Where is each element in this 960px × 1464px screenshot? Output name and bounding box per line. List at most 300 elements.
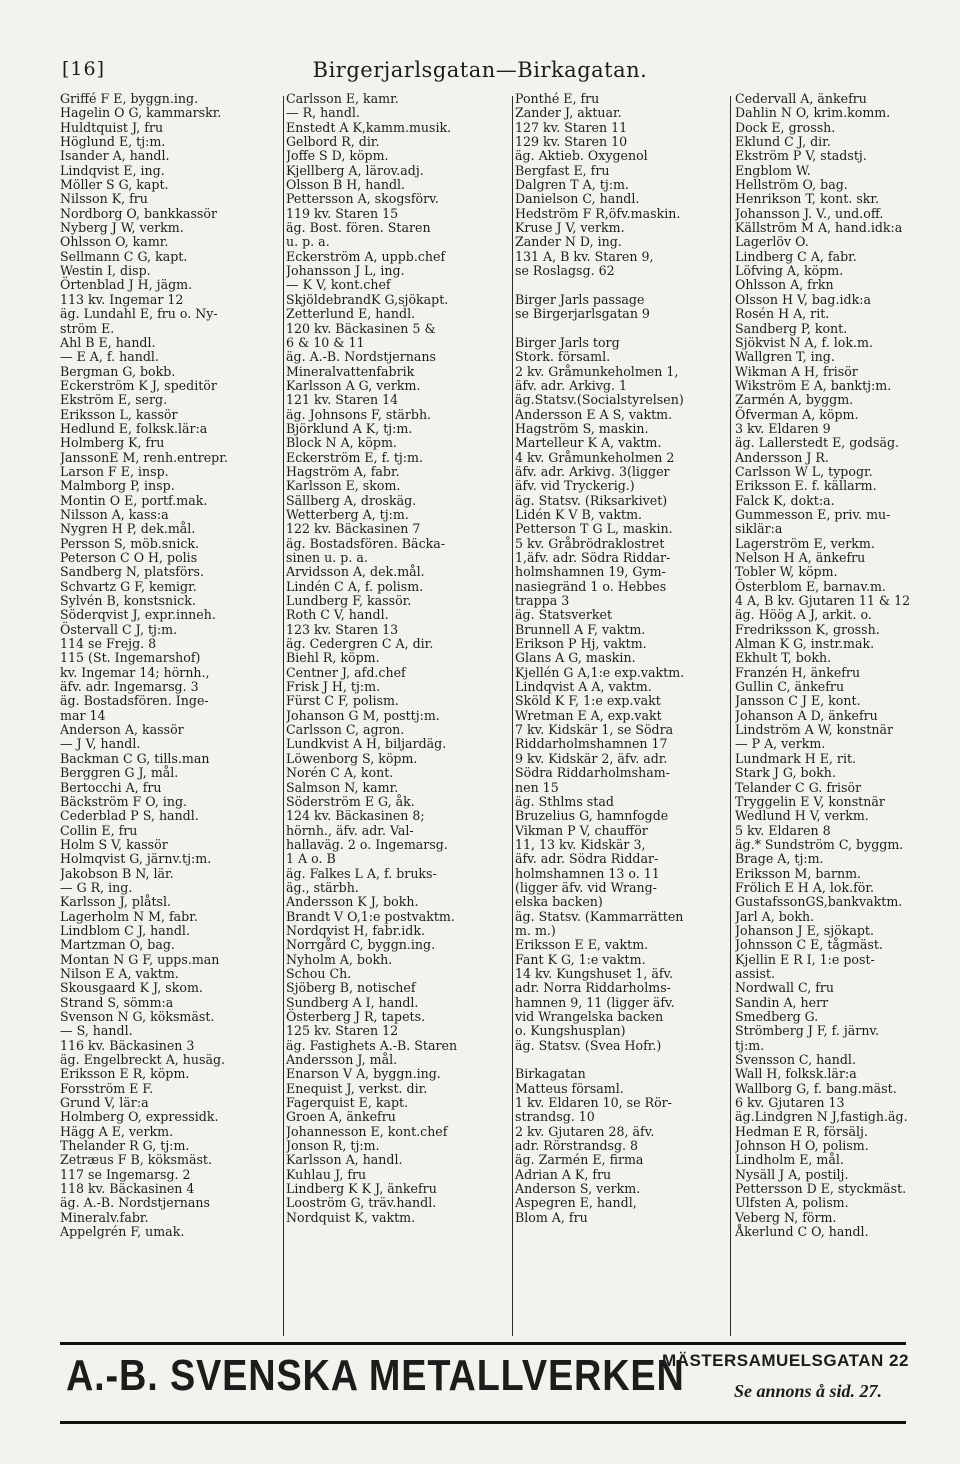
directory-entry: Dalgren T A, tj:m. bbox=[515, 177, 629, 193]
directory-entry: Gelbord R, dir. bbox=[286, 134, 380, 150]
directory-entry: Sandberg P, kont. bbox=[735, 320, 848, 336]
directory-entry: Holmqvist G, järnv.tj:m. bbox=[60, 851, 212, 867]
directory-entry: äg. Cedergren C A, dir. bbox=[286, 636, 434, 652]
directory-entry: Sandin A, herr bbox=[735, 994, 829, 1010]
directory-entry: Andersson J R. bbox=[735, 449, 829, 465]
directory-entry: Stark J G, bokh. bbox=[735, 765, 836, 781]
directory-entry: Jarl A, bokh. bbox=[735, 908, 815, 924]
directory-entry: 117 se Ingemarsg. 2 bbox=[60, 1166, 191, 1182]
directory-entry: hamnen 9, 11 (ligger äfv. bbox=[515, 994, 675, 1010]
advertisement-banner bbox=[60, 1342, 909, 1424]
directory-entry: 123 kv. Staren 13 bbox=[286, 621, 399, 637]
directory-entry: Backman C G, tills.man bbox=[60, 750, 210, 766]
directory-entry: Matteus församl. bbox=[515, 1080, 624, 1096]
directory-entry: 124 kv. Bäckasinen 8; bbox=[286, 808, 425, 824]
directory-entry: 120 kv. Bäckasinen 5 & bbox=[286, 320, 436, 336]
directory-entry: Salmson N, kamr. bbox=[286, 779, 399, 795]
directory-entry: Tryggelin E V, konstnär bbox=[735, 793, 885, 809]
directory-entry: elska backen) bbox=[515, 894, 603, 910]
directory-entry: Anderson A, kassör bbox=[60, 722, 184, 738]
directory-entry: Dahlin N O, krim.komm. bbox=[735, 105, 891, 121]
directory-entry: Hagström A, fabr. bbox=[286, 463, 400, 479]
directory-entry: Rosén H A, rit. bbox=[735, 306, 830, 322]
directory-entry: Sundberg A I, handl. bbox=[286, 994, 419, 1010]
directory-entry: Nilsson K, fru bbox=[60, 191, 148, 207]
column-3 bbox=[515, 92, 727, 1225]
directory-entry: Svensson C, handl. bbox=[735, 1052, 856, 1068]
directory-entry: Brunnell A F, vaktm. bbox=[515, 621, 646, 637]
directory-entry: äg. Bostadsfören. Bäcka- bbox=[286, 535, 446, 551]
directory-entry: äg. Statsv. (Riksarkivet) bbox=[515, 492, 668, 508]
directory-entry: se Birgerjarlsgatan 9 bbox=[515, 306, 650, 322]
directory-entry: Arvidsson A, dek.mål. bbox=[286, 564, 425, 580]
directory-entry: Österberg J R, tapets. bbox=[286, 1009, 426, 1024]
directory-entry: 115 (St. Ingemarshof) bbox=[60, 650, 201, 666]
directory-entry: Smedberg G. bbox=[735, 1009, 819, 1024]
directory-entry: Isander A, handl. bbox=[60, 148, 170, 164]
directory-entry: Ekström P V, stadstj. bbox=[735, 148, 867, 164]
directory-entry: Nelson H A, änkefru bbox=[735, 550, 866, 565]
directory-entry: Aspegren E, handl, bbox=[515, 1195, 637, 1211]
directory-entry: Sellmann C G, kapt. bbox=[60, 248, 188, 264]
directory-entry: Sylvén B, konstsnick. bbox=[60, 593, 196, 609]
page-title: Birgerjarlsgatan—Birkagatan. bbox=[312, 58, 648, 82]
directory-entry: Engblom W. bbox=[735, 162, 811, 178]
directory-entry: Montan N G F, upps.man bbox=[60, 951, 220, 967]
directory-entry: se Roslagsg. 62 bbox=[515, 263, 615, 279]
directory-entry: Anderson S, verkm. bbox=[515, 1181, 641, 1197]
directory-entry: Svenson N G, köksmäst. bbox=[60, 1009, 215, 1024]
directory-entry: 114 se Frejg. 8 bbox=[60, 636, 157, 652]
directory-entry: Lindström A W, konstnär bbox=[735, 722, 893, 738]
directory-entry: Lindblom C J, handl. bbox=[60, 922, 190, 938]
directory-entry: Ohlsson A, frkn bbox=[735, 277, 834, 293]
directory-entry: Franzén H, änkefru bbox=[735, 664, 861, 680]
column-divider bbox=[730, 96, 731, 1336]
directory-entry: JanssonE M, renh.entrepr. bbox=[60, 449, 228, 465]
directory-entry: 1 A o. B bbox=[286, 851, 336, 867]
directory-entry bbox=[515, 1053, 727, 1067]
directory-entry: Berggren G J, mål. bbox=[60, 765, 179, 781]
directory-entry: Tobler W, köpm. bbox=[735, 564, 838, 580]
directory-entry: Birger Jarls torg bbox=[515, 334, 620, 350]
directory-entry: Henrikson T, kont. skr. bbox=[735, 191, 880, 207]
directory-entry: 129 kv. Staren 10 bbox=[515, 134, 628, 150]
directory-entry: strandsg. 10 bbox=[515, 1109, 595, 1125]
directory-entry: Alman K G, instr.mak. bbox=[735, 636, 875, 652]
column-2 bbox=[286, 92, 512, 1225]
directory-entry: Eklund C J, dir. bbox=[735, 134, 831, 150]
directory-entry: Veberg N, förm. bbox=[735, 1209, 837, 1225]
directory-entry: Nordqvist H, fabr.idk. bbox=[286, 922, 425, 938]
directory-entry: Bertocchi A, fru bbox=[60, 779, 162, 795]
directory-entry: äg. Lallerstedt E, godsäg. bbox=[735, 435, 900, 451]
directory-entry: Johansson J L, ing. bbox=[286, 263, 405, 279]
directory-entry: 127 kv. Staren 11 bbox=[515, 119, 628, 135]
directory-entry: Wikström E A, banktj:m. bbox=[735, 377, 892, 393]
directory-entry: Kjellin E R I, 1:e post- bbox=[735, 951, 875, 967]
directory-entry: Bruzelius G, hamnfogde bbox=[515, 808, 669, 824]
directory-entry: Hellström O, bag. bbox=[735, 177, 848, 193]
directory-entry: 1,äfv. adr. Södra Riddar- bbox=[515, 550, 671, 565]
directory-entry: Andersson E A S, vaktm. bbox=[515, 406, 673, 422]
directory-entry: Lagerström E, verkm. bbox=[735, 535, 875, 551]
directory-entry: äg. Engelbreckt A, husäg. bbox=[60, 1052, 226, 1068]
directory-entry: Nordquist K, vaktm. bbox=[286, 1209, 416, 1225]
directory-entry: Frisk J H, tj:m. bbox=[286, 679, 381, 695]
directory-entry: Johanson J E, sjökapt. bbox=[735, 922, 874, 938]
directory-entry: Kjellberg A, lärov.adj. bbox=[286, 162, 424, 178]
directory-entry: Enarson V A, byggn.ing. bbox=[286, 1066, 441, 1082]
directory-entry: 6 & 10 & 11 bbox=[286, 334, 365, 350]
column-4 bbox=[735, 92, 935, 1240]
directory-entry: Ekström E, serg. bbox=[60, 392, 168, 408]
directory-entry: Mineralvattenfabrik bbox=[286, 363, 415, 379]
directory-entry: äg.Lindgren N J,fastigh.äg. bbox=[735, 1109, 908, 1125]
directory-entry: Appelgrén F, umak. bbox=[60, 1224, 185, 1240]
directory-entry: Österblom E, barnav.m. bbox=[735, 578, 886, 594]
directory-entry: Petterson T G L, maskin. bbox=[515, 521, 673, 537]
directory-entry: äg. Sthlms stad bbox=[515, 793, 614, 809]
directory-entry: Joffe S D, köpm. bbox=[286, 148, 389, 164]
directory-entry: Johanson G M, posttj:m. bbox=[286, 707, 440, 723]
directory-entry: 1 kv. Eldaren 10, se Rör- bbox=[515, 1095, 672, 1111]
directory-entry: Larson F E, insp. bbox=[60, 463, 169, 479]
directory-entry: Ekhult T, bokh. bbox=[735, 650, 832, 666]
directory-entry: vid Wrangelska backen bbox=[515, 1009, 664, 1024]
directory-entry: hörnh., äfv. adr. Val- bbox=[286, 822, 414, 838]
directory-columns bbox=[60, 92, 911, 1332]
directory-entry: 5 kv. Gråbrödraklostret bbox=[515, 535, 665, 551]
directory-entry: Lagerholm N M, fabr. bbox=[60, 908, 198, 924]
directory-entry: Källström M A, hand.idk:a bbox=[735, 220, 903, 236]
directory-entry: Nygren H P, dek.mål. bbox=[60, 521, 196, 537]
directory-entry: Karlsson J, plåtsl. bbox=[60, 894, 172, 910]
directory-entry: Block N A, köpm. bbox=[286, 435, 397, 451]
directory-entry: Telander C G. frisör bbox=[735, 779, 862, 795]
directory-entry: Olsson H V, bag.idk:a bbox=[735, 291, 871, 307]
directory-entry: Södra Riddarholmsham- bbox=[515, 765, 670, 781]
directory-entry: 4 kv. Gråmunkeholmen 2 bbox=[515, 449, 675, 465]
directory-entry: Kuhlau J, fru bbox=[286, 1166, 367, 1182]
directory-entry: Lindén C A, f. polism. bbox=[286, 578, 424, 594]
directory-entry: äg. Falkes L A, f. bruks- bbox=[286, 865, 437, 881]
directory-entry: SkjöldebrandK G,sjökapt. bbox=[286, 291, 449, 307]
directory-entry: Montin O E, portf.mak. bbox=[60, 492, 208, 508]
directory-entry: Bäckström F O, ing. bbox=[60, 793, 188, 809]
directory-entry: Lundberg F, kassör. bbox=[286, 593, 412, 609]
directory-entry bbox=[515, 278, 727, 292]
directory-entry: Lagerlöv O. bbox=[735, 234, 809, 250]
directory-entry: Örtenblad J H, jägm. bbox=[60, 277, 193, 293]
directory-entry: Löfving A, köpm. bbox=[735, 263, 844, 279]
directory-entry: Westin I, disp. bbox=[60, 263, 151, 279]
directory-entry: Fant K G, 1:e vaktm. bbox=[515, 951, 646, 967]
directory-entry: Adrian A K, fru bbox=[515, 1166, 612, 1182]
directory-entry: Ulfsten A, polism. bbox=[735, 1195, 849, 1211]
directory-entry: m. m.) bbox=[515, 922, 556, 938]
directory-entry: Fredriksson K, grossh. bbox=[735, 621, 880, 637]
ad-reference-note: Se annons å sid. 27. bbox=[734, 1381, 883, 1401]
directory-entry: Ahl B E, handl. bbox=[60, 334, 156, 350]
directory-entry: Johnson H O, polism. bbox=[735, 1138, 869, 1154]
directory-entry: Fürst C F, polism. bbox=[286, 693, 399, 709]
directory-entry: Falck K, dokt:a. bbox=[735, 492, 835, 508]
directory-entry: äg., stärbh. bbox=[286, 879, 359, 895]
directory-entry: Karlsson A, handl. bbox=[286, 1152, 403, 1168]
directory-entry: Enstedt A K,kamm.musik. bbox=[286, 119, 452, 135]
directory-entry: Jonson R, tj:m. bbox=[286, 1138, 380, 1154]
directory-entry: Roth C V, handl. bbox=[286, 607, 389, 623]
directory-entry: Sällberg A, droskäg. bbox=[286, 492, 417, 508]
directory-entry: Thelander R G, tj:m. bbox=[60, 1138, 190, 1154]
directory-entry: Ponthé E, fru bbox=[515, 92, 600, 106]
directory-entry: Hägg A E, verkm. bbox=[60, 1123, 174, 1139]
directory-entry: Brandt V O,1:e postvaktm. bbox=[286, 908, 455, 924]
directory-entry: 11, 13 kv. Kidskär 3, bbox=[515, 836, 646, 852]
directory-entry: Wallborg G, f. bang.mäst. bbox=[735, 1080, 897, 1096]
directory-entry: Söderqvist J, expr.inneh. bbox=[60, 607, 216, 623]
directory-entry: Nysäll J A, postilj. bbox=[735, 1166, 849, 1182]
directory-entry: Lindqvist A A, vaktm. bbox=[515, 679, 652, 695]
directory-entry: Söderström E G, åk. bbox=[286, 793, 415, 809]
directory-entry: äg. A.-B. Nordstjernans bbox=[60, 1195, 210, 1211]
directory-entry: äfv. adr. Arkivg. 3(ligger bbox=[515, 463, 670, 479]
directory-entry: Zarmén A, byggm. bbox=[735, 392, 854, 408]
directory-entry: 125 kv. Staren 12 bbox=[286, 1023, 399, 1039]
directory-entry: Lindqvist E, ing. bbox=[60, 162, 165, 178]
directory-entry: 119 kv. Staren 15 bbox=[286, 205, 399, 221]
directory-entry: äg. A.-B. Nordstjernans bbox=[286, 349, 436, 365]
directory-entry: Löwenborg S, köpm. bbox=[286, 750, 418, 766]
directory-entry: Norrgård C, byggn.ing. bbox=[286, 937, 436, 953]
directory-entry: Eriksson M, barnm. bbox=[735, 865, 862, 881]
directory-entry: äg. Statsv. (Kammarrätten bbox=[515, 908, 684, 924]
directory-entry: Wallgren T, ing. bbox=[735, 349, 835, 365]
directory-entry: Frölich E H A, lok.för. bbox=[735, 879, 874, 895]
directory-entry: 9 kv. Kidskär 2, äfv. adr. bbox=[515, 750, 668, 766]
directory-entry: Schvartz G F, kemigr. bbox=[60, 578, 197, 594]
directory-entry: Johansson J. V., und.off. bbox=[735, 205, 884, 221]
directory-entry: 2 kv. Gråmunkeholmen 1, bbox=[515, 363, 679, 379]
directory-entry: Norén C A, kont. bbox=[286, 765, 394, 781]
directory-entry: 131 A, B kv. Staren 9, bbox=[515, 248, 654, 264]
directory-entry: Nordborg O, bankkassör bbox=[60, 205, 217, 221]
directory-entry: Groen A, änkefru bbox=[286, 1109, 396, 1125]
column-divider bbox=[512, 96, 513, 1336]
directory-entry: Eriksson E E, vaktm. bbox=[515, 937, 649, 953]
directory-entry: Strand S, sömm:a bbox=[60, 994, 174, 1010]
directory-entry: 4 A, B kv. Gjutaren 11 & 12 bbox=[735, 593, 911, 609]
directory-entry: Wetterberg A, tj:m. bbox=[286, 506, 409, 522]
directory-entry: — S, handl. bbox=[60, 1023, 133, 1039]
directory-entry: äg.Statsv.(Socialstyrelsen) bbox=[515, 392, 684, 408]
directory-entry: äg.* Sundström C, byggm. bbox=[735, 836, 904, 852]
directory-entry: Looström G, träv.handl. bbox=[286, 1195, 437, 1211]
directory-entry: Schou Ch. bbox=[286, 965, 352, 981]
directory-entry: Zander J, aktuar. bbox=[515, 105, 622, 121]
directory-entry: GustafssonGS,bankvaktm. bbox=[735, 894, 903, 910]
directory-entry: Björklund A K, tj:m. bbox=[286, 420, 413, 436]
directory-entry: Fagerquist E, kapt. bbox=[286, 1095, 409, 1111]
directory-entry: adr. Norra Riddarholms- bbox=[515, 980, 671, 996]
directory-entry: Sandberg N, platsförs. bbox=[60, 564, 204, 580]
ad-company-name: A.-B. SVENSKA METALLVERKEN bbox=[66, 1351, 685, 1400]
directory-entry: o. Kungshusplan) bbox=[515, 1023, 626, 1039]
directory-entry: Huldtquist J, fru bbox=[60, 119, 164, 135]
directory-entry: 2 kv. Gjutaren 28, äfv. bbox=[515, 1123, 655, 1139]
directory-entry: Martzman O, bag. bbox=[60, 937, 175, 953]
directory-entry: Cederblad P S, handl. bbox=[60, 808, 199, 824]
directory-entry: 5 kv. Eldaren 8 bbox=[735, 822, 831, 838]
column-divider bbox=[283, 96, 284, 1336]
directory-entry: Jansson C J E, kont. bbox=[735, 693, 861, 709]
directory-entry: siklär:a bbox=[735, 521, 783, 537]
directory-entry: Eriksson L, kassör bbox=[60, 406, 178, 422]
directory-entry: Danielson C, handl. bbox=[515, 191, 640, 207]
directory-entry: Riddarholmshamnen 17 bbox=[515, 736, 668, 752]
directory-entry: 6 kv. Gjutaren 13 bbox=[735, 1095, 845, 1111]
directory-entry: 122 kv. Bäckasinen 7 bbox=[286, 521, 421, 537]
directory-entry: nasiegränd 1 o. Hebbes bbox=[515, 578, 667, 594]
directory-entry: Cedervall A, änkefru bbox=[735, 92, 867, 106]
directory-entry: Nilsson A, kass:a bbox=[60, 506, 169, 522]
directory-entry: Strömberg J F, f. järnv. bbox=[735, 1023, 880, 1039]
directory-entry: Blom A, fru bbox=[515, 1209, 588, 1225]
directory-entry: Carlsson E, kamr. bbox=[286, 92, 399, 106]
directory-entry: Lindberg C A, fabr. bbox=[735, 248, 857, 264]
page-number: [16] bbox=[62, 58, 106, 80]
directory-entry: Nyholm A, bokh. bbox=[286, 951, 393, 967]
directory-entry: Bergman G, bokb. bbox=[60, 363, 176, 379]
directory-entry: äfv. adr. Södra Riddar- bbox=[515, 851, 659, 867]
directory-entry: Nordwall C, fru bbox=[735, 980, 835, 996]
column-1 bbox=[60, 92, 282, 1240]
directory-entry: Olsson B H, handl. bbox=[286, 177, 406, 193]
directory-entry: Malmborg P, insp. bbox=[60, 478, 175, 494]
directory-entry: Lindholm E, mål. bbox=[735, 1152, 844, 1168]
directory-entry: 3 kv. Eldaren 9 bbox=[735, 420, 831, 436]
directory-entry bbox=[515, 322, 727, 336]
directory-entry: Andersson J, mål. bbox=[286, 1052, 398, 1068]
directory-entry: Sjöberg B, notischef bbox=[286, 980, 416, 996]
directory-entry: Höglund E, tj:m. bbox=[60, 134, 166, 150]
directory-entry: — K V, kont.chef bbox=[286, 277, 391, 293]
ad-address: MÄSTERSAMUELSGATAN 22 bbox=[662, 1351, 909, 1370]
directory-entry: Stork. församl. bbox=[515, 349, 611, 365]
directory-entry: äfv. adr. Arkivg. 1 bbox=[515, 377, 627, 393]
directory-entry: nen 15 bbox=[515, 779, 559, 795]
directory-entry: Karlsson E, skom. bbox=[286, 478, 401, 494]
directory-entry: äg. Lundahl E, fru o. Ny- bbox=[60, 306, 218, 322]
directory-entry: trappa 3 bbox=[515, 593, 570, 609]
directory-entry: 121 kv. Staren 14 bbox=[286, 392, 399, 408]
directory-entry: Karlsson A G, verkm. bbox=[286, 377, 421, 393]
directory-entry: Lundkvist A H, biljardäg. bbox=[286, 736, 447, 752]
directory-entry: Dock E, grossh. bbox=[735, 119, 836, 135]
directory-entry: Holmberg K, fru bbox=[60, 435, 165, 451]
directory-entry: — J V, handl. bbox=[60, 736, 141, 752]
directory-entry: Holm S V, kassör bbox=[60, 836, 168, 852]
directory-entry: Östervall C J, tj:m. bbox=[60, 621, 178, 637]
directory-entry: Möller S G, kapt. bbox=[60, 177, 169, 193]
directory-entry: Gullin C, änkefru bbox=[735, 679, 845, 695]
directory-entry: äg. Aktieb. Oxygenol bbox=[515, 148, 648, 164]
directory-entry: Zetræus F B, köksmäst. bbox=[60, 1152, 212, 1168]
directory-entry: Griffé F E, byggn.ing. bbox=[60, 92, 199, 106]
directory-entry: Hedlund E, folksk.lär:a bbox=[60, 420, 208, 436]
directory-entry: Birkagatan bbox=[515, 1066, 586, 1082]
directory-entry: Erikson P Hj, vaktm. bbox=[515, 636, 647, 652]
directory-entry: assist. bbox=[735, 965, 775, 981]
directory-entry: Collin E, fru bbox=[60, 822, 138, 838]
directory-entry: Brage A, tj:m. bbox=[735, 851, 824, 867]
directory-entry: Vikman P V, chaufför bbox=[515, 822, 648, 838]
directory-entry: Johnsson C E, tågmäst. bbox=[735, 937, 883, 953]
directory-entry: äfv. vid Tryckerig.) bbox=[515, 478, 635, 494]
directory-entry: Carlsson W L, typogr. bbox=[735, 463, 873, 479]
directory-entry: Kjellén G A,1:e exp.vaktm. bbox=[515, 664, 685, 680]
directory-entry: Enequist J, verkst. dir. bbox=[286, 1080, 428, 1096]
directory-entry: kv. Ingemar 14; hörnh., bbox=[60, 664, 210, 680]
directory-entry: Peterson C O H, polis bbox=[60, 550, 198, 565]
directory-entry: holmshamnen 13 o. 11 bbox=[515, 865, 660, 881]
directory-entry: Grund V, lär:a bbox=[60, 1095, 149, 1111]
directory-entry: Holmberg O, expressidk. bbox=[60, 1109, 219, 1125]
directory-entry: Carlsson C, agron. bbox=[286, 722, 405, 738]
directory-entry: Wedlund H V, verkm. bbox=[735, 808, 869, 824]
directory-entry: Forsström E F. bbox=[60, 1080, 154, 1096]
directory-entry: Eriksson E. f. källarm. bbox=[735, 478, 877, 494]
directory-entry: äg. Bost. fören. Staren bbox=[286, 220, 431, 236]
directory-entry: sinen u. p. a. bbox=[286, 550, 368, 565]
directory-entry: Skousgaard K J, skom. bbox=[60, 980, 203, 996]
directory-entry: Öfverman A, köpm. bbox=[735, 406, 859, 422]
directory-entry: Hagelin O G, kammarskr. bbox=[60, 105, 222, 121]
directory-entry: Sjökvist N A, f. lok.m. bbox=[735, 334, 873, 350]
directory-entry: Mineralv.fabr. bbox=[60, 1209, 149, 1225]
directory-entry: Eckerström K J, speditör bbox=[60, 377, 217, 393]
directory-entry: Hagström S, maskin. bbox=[515, 420, 649, 436]
directory-entry: äfv. adr. Ingemarsg. 3 bbox=[60, 679, 199, 695]
directory-entry: äg. Johnsons F, stärbh. bbox=[286, 406, 432, 422]
directory-entry: — E A, f. handl. bbox=[60, 349, 159, 365]
directory-entry: Lindberg K K J, änkefru bbox=[286, 1181, 437, 1197]
directory-entry: 118 kv. Bäckasinen 4 bbox=[60, 1181, 195, 1197]
directory-entry: Pettersson D E, styckmäst. bbox=[735, 1181, 907, 1197]
directory-entry: äg. Statsverket bbox=[515, 607, 613, 623]
directory-entry: Sköld K F, 1:e exp.vakt bbox=[515, 693, 661, 709]
directory-entry: Nilson E A, vaktm. bbox=[60, 965, 179, 981]
directory-entry: Lidén K V B, vaktm. bbox=[515, 506, 643, 522]
directory-entry: holmshamnen 19, Gym- bbox=[515, 564, 666, 580]
directory-entry: äg. Statsv. (Svea Hofr.) bbox=[515, 1037, 662, 1053]
directory-entry: Pettersson A, skogsförv. bbox=[286, 191, 439, 207]
directory-entry: Wall H, folksk.lär:a bbox=[735, 1066, 857, 1082]
directory-entry: Biehl R, köpm. bbox=[286, 650, 380, 666]
directory-entry: Eriksson E R, köpm. bbox=[60, 1066, 190, 1082]
directory-entry: Jakobson B N, lär. bbox=[60, 865, 174, 881]
directory-entry: Wikman A H, frisör bbox=[735, 363, 858, 379]
directory-entry: Zander N D, ing. bbox=[515, 234, 622, 250]
directory-entry: Hedström F R,öfv.maskin. bbox=[515, 205, 681, 221]
directory-entry: äg. Höög A J, arkit. o. bbox=[735, 607, 872, 623]
directory-entry: adr. Rörstrandsg. 8 bbox=[515, 1138, 639, 1154]
directory-entry: u. p. a. bbox=[286, 234, 330, 250]
directory-entry: Hedman E R, försälj. bbox=[735, 1123, 868, 1139]
directory-entry: Glans A G, maskin. bbox=[515, 650, 636, 666]
directory-entry: Andersson K J, bokh. bbox=[286, 894, 419, 910]
